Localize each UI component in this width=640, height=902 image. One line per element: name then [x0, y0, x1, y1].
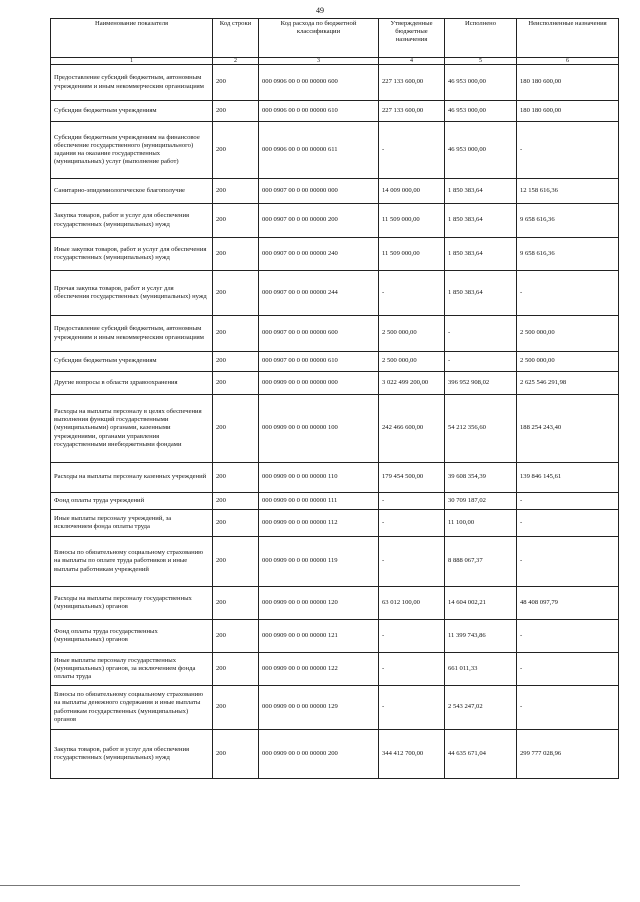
row-approved-amount: -	[379, 122, 445, 179]
table-row	[51, 204, 619, 238]
row-approved-amount: 2 500 000,00	[379, 352, 445, 372]
row-budget-code: 000 0909 00 0 00 00000 000	[259, 372, 379, 395]
row-line-code: 200	[213, 372, 259, 395]
row-indicator-name: Взносы по обязательному социальному страхованию на выплаты по оплате труда работников и иные выплаты работникам учреждений	[51, 537, 213, 587]
row-executed-amount: 661 011,33	[445, 653, 517, 686]
row-indicator-name: Иные выплаты персоналу государственных (муниципальных) органов, за исключением фонда оплаты труда	[51, 653, 213, 686]
column-number: 4	[379, 58, 445, 65]
row-line-code: 200	[213, 395, 259, 463]
row-approved-amount: -	[379, 271, 445, 316]
row-budget-code: 000 0906 00 0 00 00000 600	[259, 65, 379, 101]
row-line-code: 200	[213, 510, 259, 537]
row-unexecuted-amount: -	[517, 493, 619, 510]
table-row	[51, 238, 619, 271]
row-indicator-name: Предоставление субсидий бюджетным, автономным учреждениям и иным некоммерческим организациям	[51, 65, 213, 101]
table-row	[51, 510, 619, 537]
table-row	[51, 620, 619, 653]
row-unexecuted-amount: 2 500 000,00	[517, 352, 619, 372]
row-executed-amount: 46 953 000,00	[445, 65, 517, 101]
row-approved-amount: 3 022 499 200,00	[379, 372, 445, 395]
row-executed-amount: 8 888 067,37	[445, 537, 517, 587]
row-unexecuted-amount: 9 658 616,36	[517, 238, 619, 271]
row-line-code: 200	[213, 179, 259, 204]
row-executed-amount: 54 212 356,60	[445, 395, 517, 463]
row-budget-code: 000 0907 00 0 00 00000 200	[259, 204, 379, 238]
row-budget-code: 000 0909 00 0 00 00000 110	[259, 463, 379, 493]
row-approved-amount: -	[379, 510, 445, 537]
table-row	[51, 122, 619, 179]
row-approved-amount: 179 454 500,00	[379, 463, 445, 493]
row-indicator-name: Другие вопросы в области здравоохранения	[51, 372, 213, 395]
row-line-code: 200	[213, 463, 259, 493]
row-indicator-name: Прочая закупка товаров, работ и услуг для обеспечения государственных (муниципальных) нужд	[51, 271, 213, 316]
header-approved: Утвержденные бюджетные назначения	[379, 19, 445, 58]
row-indicator-name: Расходы на выплаты персоналу государственных (муниципальных) органов	[51, 587, 213, 620]
table-row	[51, 101, 619, 122]
row-executed-amount: 39 608 354,39	[445, 463, 517, 493]
row-approved-amount: 344 412 700,00	[379, 730, 445, 779]
row-line-code: 200	[213, 686, 259, 730]
table-row	[51, 65, 619, 101]
row-indicator-name: Предоставление субсидий бюджетным, автономным учреждениям и иным некоммерческим организациям	[51, 316, 213, 352]
table-row	[51, 179, 619, 204]
row-budget-code: 000 0907 00 0 00 00000 000	[259, 179, 379, 204]
row-executed-amount: 11 100,00	[445, 510, 517, 537]
table-row	[51, 537, 619, 587]
row-indicator-name: Санитарно-эпидемиологическое благополучие	[51, 179, 213, 204]
row-executed-amount: 30 709 187,02	[445, 493, 517, 510]
row-budget-code: 000 0909 00 0 00 00000 100	[259, 395, 379, 463]
table-row	[51, 463, 619, 493]
column-number-row	[51, 58, 619, 65]
row-unexecuted-amount: 188 254 243,40	[517, 395, 619, 463]
row-executed-amount: 14 604 002,21	[445, 587, 517, 620]
row-budget-code: 000 0909 00 0 00 00000 121	[259, 620, 379, 653]
column-number: 5	[445, 58, 517, 65]
row-executed-amount: -	[445, 316, 517, 352]
column-number: 6	[517, 58, 619, 65]
row-budget-code: 000 0907 00 0 00 00000 600	[259, 316, 379, 352]
budget-execution-table	[50, 18, 619, 779]
row-line-code: 200	[213, 316, 259, 352]
row-approved-amount: 11 509 000,00	[379, 238, 445, 271]
row-approved-amount: -	[379, 686, 445, 730]
header-budget-code: Код расхода по бюджетной классификации	[259, 19, 379, 58]
row-executed-amount: -	[445, 352, 517, 372]
row-approved-amount: -	[379, 537, 445, 587]
table-row	[51, 316, 619, 352]
row-unexecuted-amount: 9 658 616,36	[517, 204, 619, 238]
row-approved-amount: -	[379, 620, 445, 653]
column-number: 3	[259, 58, 379, 65]
row-executed-amount: 46 953 000,00	[445, 122, 517, 179]
header-indicator-name: Наименование показателя	[51, 19, 213, 58]
row-approved-amount: 11 509 000,00	[379, 204, 445, 238]
row-line-code: 200	[213, 493, 259, 510]
row-indicator-name: Субсидии бюджетным учреждениям на финансовое обеспечение государственного (муниципального) задания на оказание государственных (муниципальных) услуг (выполнение работ)	[51, 122, 213, 179]
row-unexecuted-amount: 139 846 145,61	[517, 463, 619, 493]
row-indicator-name: Расходы на выплаты персоналу в целях обеспечения выполнения функций государственными (муниципальными) органами, казенными учреждениями, органами управления государственными внебюджетными фондами	[51, 395, 213, 463]
table-row	[51, 730, 619, 779]
column-number: 1	[51, 58, 213, 65]
row-indicator-name: Иные закупки товаров, работ и услуг для обеспечения государственных (муниципальных) нужд	[51, 238, 213, 271]
row-indicator-name: Взносы по обязательному социальному страхованию на выплаты денежного содержания и иные выплаты работникам государственных (муниципальных) органов	[51, 686, 213, 730]
row-line-code: 200	[213, 620, 259, 653]
header-line-code: Код строки	[213, 19, 259, 58]
row-unexecuted-amount: 12 158 616,36	[517, 179, 619, 204]
row-budget-code: 000 0906 00 0 00 00000 611	[259, 122, 379, 179]
row-approved-amount: -	[379, 493, 445, 510]
row-indicator-name: Расходы на выплаты персоналу казенных учреждений	[51, 463, 213, 493]
row-unexecuted-amount: 2 500 000,00	[517, 316, 619, 352]
row-line-code: 200	[213, 587, 259, 620]
table-row	[51, 271, 619, 316]
row-indicator-name: Иные выплаты персоналу учреждений, за исключением фонда оплаты труда	[51, 510, 213, 537]
row-unexecuted-amount: -	[517, 537, 619, 587]
row-indicator-name: Фонд оплаты труда государственных (муниципальных) органов	[51, 620, 213, 653]
header-unexecuted: Неисполненные назначения	[517, 19, 619, 58]
row-unexecuted-amount: 48 408 097,79	[517, 587, 619, 620]
page-number: 49	[316, 6, 324, 15]
row-unexecuted-amount: -	[517, 510, 619, 537]
header-row	[51, 19, 619, 58]
row-budget-code: 000 0907 00 0 00 00000 240	[259, 238, 379, 271]
row-unexecuted-amount: -	[517, 653, 619, 686]
row-budget-code: 000 0907 00 0 00 00000 244	[259, 271, 379, 316]
row-line-code: 200	[213, 65, 259, 101]
row-budget-code: 000 0909 00 0 00 00000 122	[259, 653, 379, 686]
row-indicator-name: Закупка товаров, работ и услуг для обеспечения государственных (муниципальных) нужд	[51, 730, 213, 779]
table-row	[51, 493, 619, 510]
row-budget-code: 000 0909 00 0 00 00000 119	[259, 537, 379, 587]
row-executed-amount: 396 952 908,02	[445, 372, 517, 395]
table-row	[51, 587, 619, 620]
row-line-code: 200	[213, 238, 259, 271]
row-approved-amount: 227 133 600,00	[379, 65, 445, 101]
row-executed-amount: 46 953 000,00	[445, 101, 517, 122]
row-indicator-name: Фонд оплаты труда учреждений	[51, 493, 213, 510]
row-indicator-name: Субсидии бюджетным учреждениям	[51, 101, 213, 122]
row-approved-amount: 2 500 000,00	[379, 316, 445, 352]
row-executed-amount: 1 850 383,64	[445, 204, 517, 238]
row-budget-code: 000 0909 00 0 00 00000 120	[259, 587, 379, 620]
row-executed-amount: 44 635 671,04	[445, 730, 517, 779]
row-budget-code: 000 0907 00 0 00 00000 610	[259, 352, 379, 372]
row-approved-amount: 14 009 000,00	[379, 179, 445, 204]
row-approved-amount: 227 133 600,00	[379, 101, 445, 122]
column-number: 2	[213, 58, 259, 65]
row-unexecuted-amount: -	[517, 122, 619, 179]
row-budget-code: 000 0909 00 0 00 00000 111	[259, 493, 379, 510]
row-indicator-name: Закупка товаров, работ и услуг для обеспечения государственных (муниципальных) нужд	[51, 204, 213, 238]
row-budget-code: 000 0909 00 0 00 00000 112	[259, 510, 379, 537]
row-line-code: 200	[213, 101, 259, 122]
table-row	[51, 395, 619, 463]
row-approved-amount: 242 466 600,00	[379, 395, 445, 463]
row-line-code: 200	[213, 730, 259, 779]
row-executed-amount: 2 543 247,02	[445, 686, 517, 730]
row-executed-amount: 1 850 383,64	[445, 238, 517, 271]
row-executed-amount: 1 850 383,64	[445, 179, 517, 204]
row-line-code: 200	[213, 653, 259, 686]
row-budget-code: 000 0906 00 0 00 00000 610	[259, 101, 379, 122]
row-line-code: 200	[213, 352, 259, 372]
row-executed-amount: 11 399 743,86	[445, 620, 517, 653]
row-unexecuted-amount: 299 777 028,96	[517, 730, 619, 779]
row-indicator-name: Субсидии бюджетным учреждениям	[51, 352, 213, 372]
row-unexecuted-amount: -	[517, 686, 619, 730]
header-executed: Исполнено	[445, 19, 517, 58]
row-approved-amount: 63 012 100,00	[379, 587, 445, 620]
row-unexecuted-amount: 180 180 600,00	[517, 65, 619, 101]
row-unexecuted-amount: 2 625 546 291,98	[517, 372, 619, 395]
row-line-code: 200	[213, 537, 259, 587]
table-row	[51, 352, 619, 372]
table-row	[51, 372, 619, 395]
row-approved-amount: -	[379, 653, 445, 686]
row-unexecuted-amount: -	[517, 620, 619, 653]
row-line-code: 200	[213, 204, 259, 238]
row-executed-amount: 1 850 383,64	[445, 271, 517, 316]
row-budget-code: 000 0909 00 0 00 00000 129	[259, 686, 379, 730]
row-line-code: 200	[213, 122, 259, 179]
row-unexecuted-amount: 180 180 600,00	[517, 101, 619, 122]
page-bottom-rule	[0, 885, 520, 886]
row-unexecuted-amount: -	[517, 271, 619, 316]
row-line-code: 200	[213, 271, 259, 316]
table-row	[51, 653, 619, 686]
table-row	[51, 686, 619, 730]
row-budget-code: 000 0909 00 0 00 00000 200	[259, 730, 379, 779]
